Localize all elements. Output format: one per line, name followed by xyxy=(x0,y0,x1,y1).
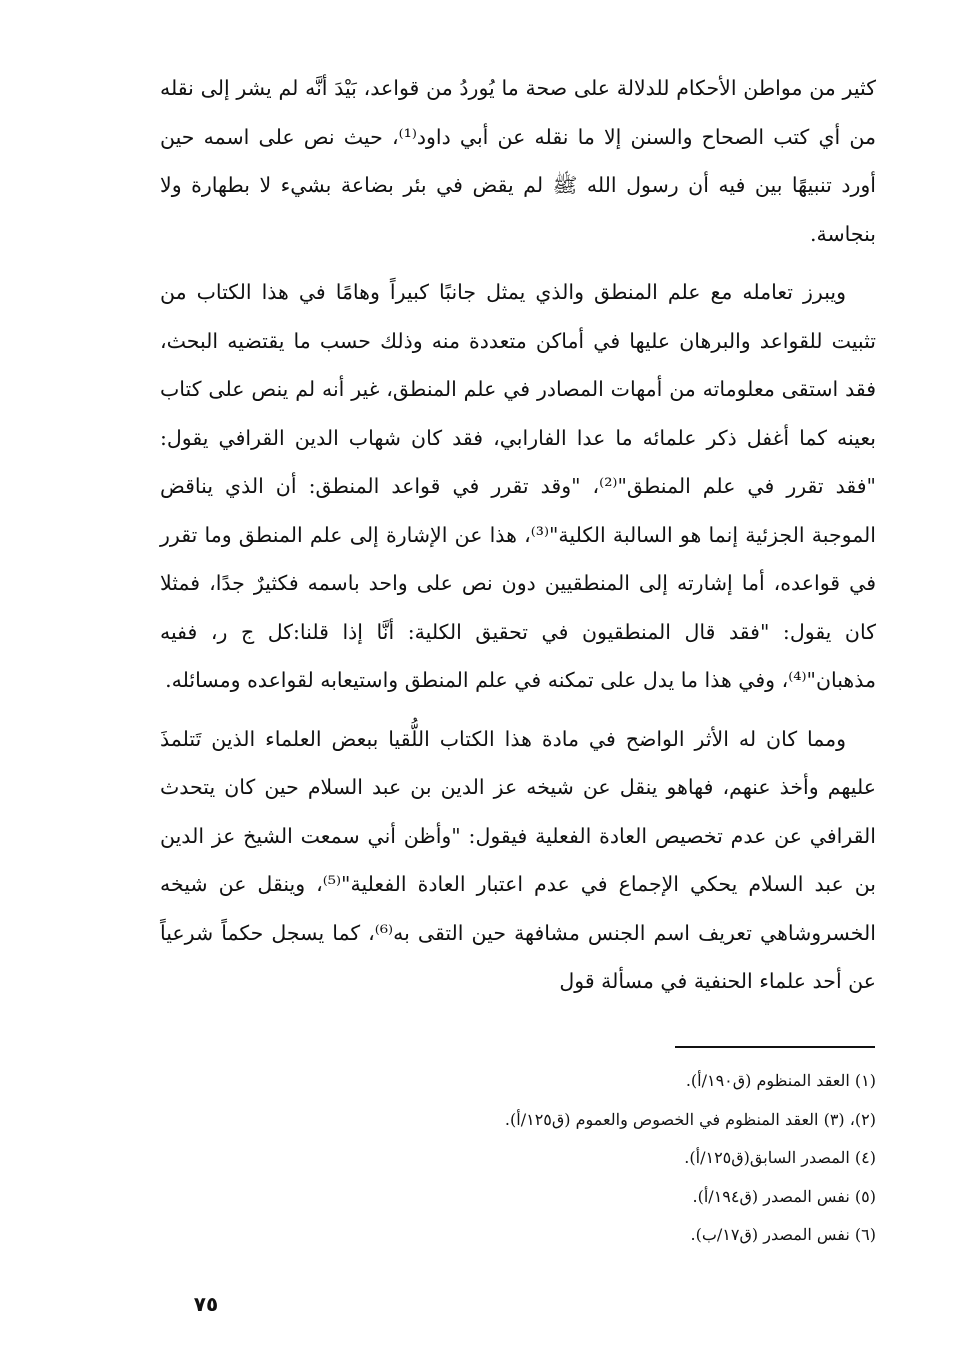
footnote-6: (٦) نفس المصدر (ق١٧/ب). xyxy=(690,1225,876,1244)
footnote-4: (٤) المصدر السابق(ق١٢٥/أ). xyxy=(684,1148,876,1167)
footnote-2-3: (٢)، (٣) العقد المنظوم في الخصوص والعموم (ق١٢٥/أ). xyxy=(504,1109,876,1129)
paragraph-1: كثير من مواطن الأحكام للدلالة على صحة ما يُوردُ من قواعد، بَيْدَ أنَّه لم يشر إلى نقله من أي كتب الصحاح والسنن إلا ما نقله عن أبي داود⁽¹⁾، حيث نص على اسمه حين أورد تنبيهًا بين فيه أن رسول الله ﷺ لم يقض في بئر بضاعة بشيء لا بطهارة ولا بنجاسة. xyxy=(160,76,876,246)
footnotes-list xyxy=(420,1062,876,1255)
main-text xyxy=(160,64,876,1016)
paragraph-3: ومما كان له الأثر الواضح في مادة هذا الكتاب اللُّقيا ببعض العلماء الذين تَتلمذَ عليهم وأخذ عنهم، فهاهو ينقل عن شيخه عز الدين بن عبد السلام حين كان يتحدث القرافي عن عدم تخصيص العادة الفعلية فيقول: "وأظن أني سمعت الشيخ عز الدين بن عبد السلام يحكي الإجماع في عدم اعتبار العادة الفعلية"⁽⁵⁾، وينقل عن شيخه الخسروشاهي تعريف اسم الجنس مشافهة حين التقى به⁽⁶⁾، كما يسجل حكماً شرعياً عن أحد علماء الحنفية في مسألة قول xyxy=(160,726,877,993)
footnote-1: (١) العقد المنظوم (ق١٩٠/أ). xyxy=(685,1071,876,1090)
footnote-5: (٥) نفس المصدر (ق١٩٤/أ). xyxy=(692,1186,876,1206)
footnote-separator xyxy=(675,1046,875,1048)
page-number: ٧٥ xyxy=(193,1292,219,1316)
paragraph-2: ويبرز تعامله مع علم المنطق والذي يمثل جانبًا كبيراً وهامًا في هذا الكتاب من تثبيت للقواعد والبرهان عليها في أماكن متعددة منه وذلك حسب ما يقتضيه البحث، فقد استقى معلوماته من أمهات المصادر في علم المنطق، غير أنه لم ينص على كتاب بعينه كما أغفل ذكر علمائه ما عدا الفارابي، فقد كان شهاب الدين القرافي يقول: "فقد تقرر في علم المنطق"⁽²⁾، "وقد تقرر في قواعد المنطق: أن الذي يناقض الموجبة الجزئية إنما هو السالبة الكلية"⁽³⁾، هذا عن الإشارة إلى علم المنطق وما تقرر في قواعده، أما إشارته إلى المنطقيين دون نص على واحد باسمه فكثيرٌ جدًا، فمثلا كان يقول: "فقد قال المنطقيون في تحقيق الكلية: أنَّا إذا قلنا:كل ج ر، ففيه مذهبان"⁽⁴⁾، وفي هذا ما يدل على تمكنه في علم المنطق واستيعابه لقواعده ومسائله. xyxy=(160,280,876,692)
